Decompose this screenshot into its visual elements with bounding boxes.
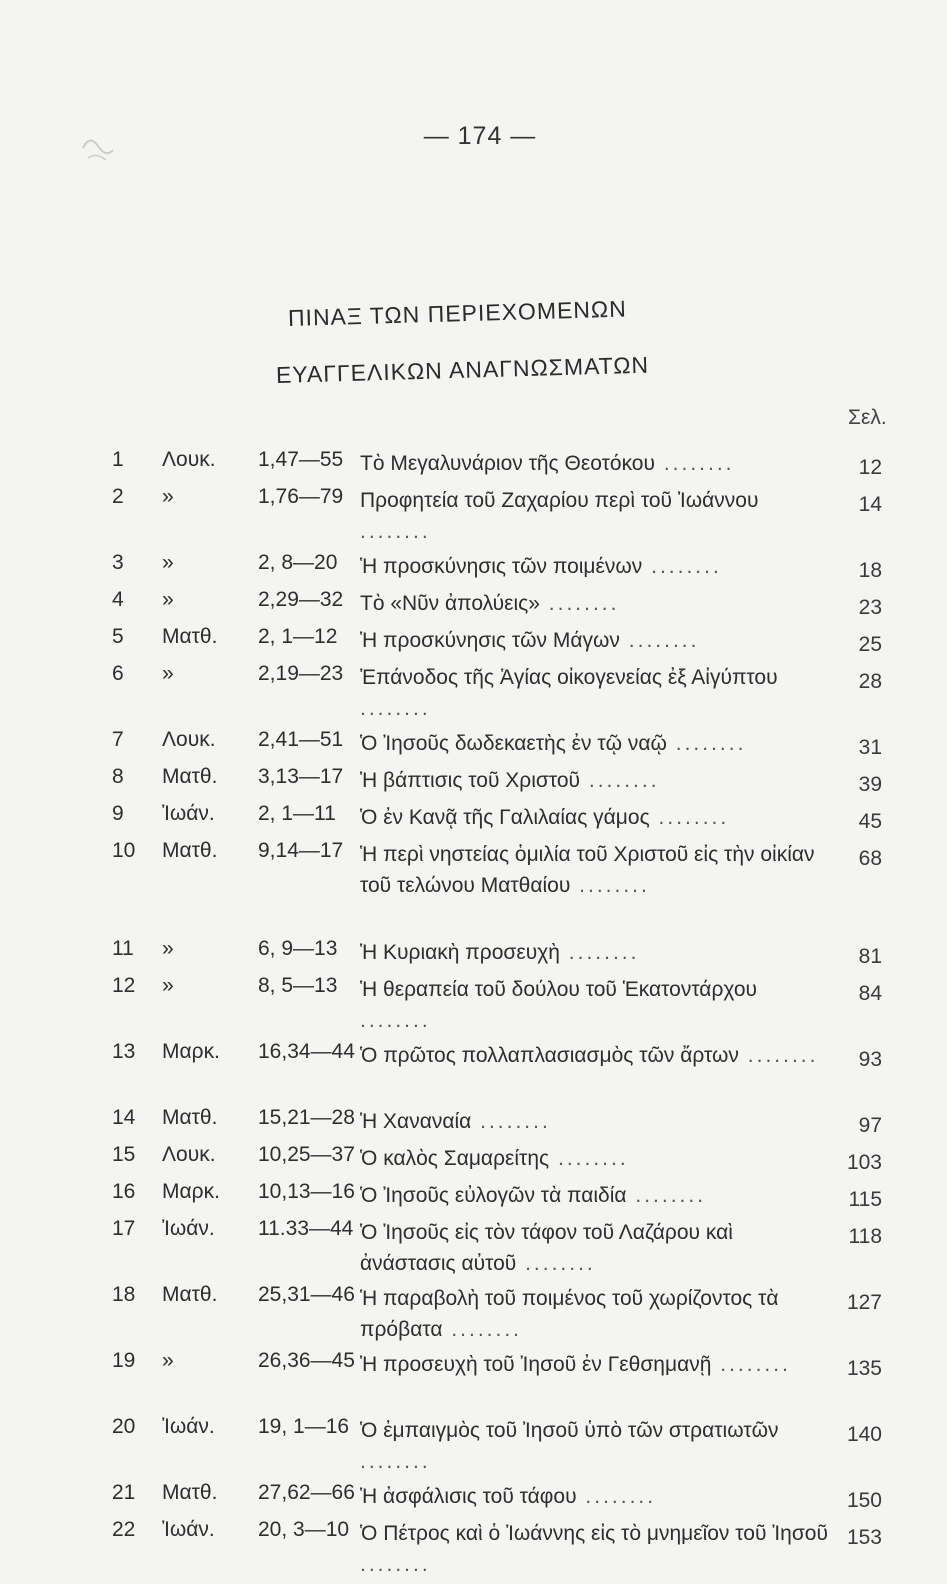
entry-book: Ματθ.: [162, 1481, 218, 1504]
entry-book: Λουκ.: [162, 728, 216, 751]
entry-page: 23: [858, 596, 882, 619]
toc-entry: [0, 937, 947, 974]
entry-number: 6: [112, 662, 124, 685]
entry-number: 12: [112, 974, 136, 997]
leader-dots: ........: [516, 1252, 596, 1275]
entry-title: Ἡ προσκύνησις τῶν ποιμένων ........: [360, 555, 722, 578]
toc-entry: [0, 728, 947, 765]
leader-dots: ........: [360, 520, 431, 543]
entry-book: Ἰωάν.: [162, 1217, 215, 1240]
entry-reference: 8, 5—13: [258, 974, 338, 997]
toc-subtitle: ΕΥΑΓΓΕΛΙΚΩΝ ΑΝΑΓΝΩΣΜΑΤΩΝ: [275, 351, 650, 388]
entry-book: »: [162, 485, 174, 508]
entry-reference: 10,13—16: [258, 1180, 355, 1203]
leader-dots: ........: [580, 769, 660, 792]
entry-reference: 2,19—23: [258, 662, 344, 685]
toc-title: ΠΙΝΑΞ ΤΩΝ ΠΕΡΙΕΧΟΜΕΝΩΝ: [287, 295, 628, 331]
entry-title: Ὁ ἐν Κανᾷ τῆς Γαλιλαίας γάμος ........: [360, 806, 730, 829]
entry-reference: 15,21—28: [258, 1106, 355, 1129]
entry-reference: 1,47—55: [258, 448, 344, 471]
entry-book: Λουκ.: [162, 448, 216, 471]
entry-number: 5: [112, 625, 124, 648]
toc-entry: [0, 802, 947, 839]
leader-dots: ........: [711, 1353, 791, 1376]
entry-reference: 6, 9—13: [258, 937, 338, 960]
leader-dots: ........: [738, 1044, 819, 1067]
entry-book: Ματθ.: [162, 1106, 218, 1129]
entry-title: Ἡ βάπτισις τοῦ Χριστοῦ ........: [360, 769, 660, 792]
entry-book: Ματθ.: [162, 839, 218, 862]
entry-title: Τὸ «Νῦν ἀπολύεις» ........: [360, 592, 620, 615]
leader-dots: ........: [360, 1450, 431, 1473]
leader-dots: ........: [549, 1147, 629, 1170]
entry-reference: 20, 3—10: [258, 1518, 350, 1541]
entry-title: Ἡ Χαναναία ........: [360, 1110, 551, 1133]
entry-reference: 2, 8—20: [258, 551, 338, 574]
page-number: — 174 —: [423, 122, 537, 150]
toc-entry: [0, 551, 947, 588]
entry-number: 20: [112, 1415, 136, 1438]
entry-number: 10: [112, 839, 136, 862]
entry-number: 1: [112, 448, 124, 471]
entry-page: 45: [858, 810, 882, 833]
entry-title: Ἡ θεραπεία τοῦ δούλου τοῦ Ἑκατοντάρχου ........: [360, 978, 758, 1032]
entry-title: Ἡ ἀσφάλισις τοῦ τάφου ........: [360, 1485, 657, 1508]
entry-page: 127: [846, 1291, 882, 1314]
entry-reference: 2, 1—11: [258, 802, 336, 825]
entry-number: 4: [112, 588, 124, 611]
entry-reference: 2, 1—12: [258, 625, 338, 648]
leader-dots: ........: [642, 555, 722, 578]
toc-entry: [0, 625, 947, 662]
entry-number: 16: [112, 1180, 136, 1203]
entry-reference: 19, 1—16: [258, 1415, 350, 1438]
entry-title: Ἡ Κυριακὴ προσευχὴ ........: [360, 941, 640, 964]
entry-page: 150: [846, 1489, 882, 1512]
entry-book: »: [162, 1349, 174, 1372]
entry-page: 115: [848, 1188, 882, 1211]
leader-dots: ........: [619, 629, 700, 652]
entry-number: 2: [112, 485, 124, 508]
entry-book: Μαρκ.: [162, 1180, 220, 1203]
leader-dots: ........: [360, 1553, 431, 1576]
leader-dots: ........: [360, 1009, 431, 1032]
leader-dots: ........: [654, 452, 735, 475]
entry-title: Ὁ Ἰησοῦς εὐλογῶν τὰ παιδία ........: [360, 1184, 707, 1207]
entry-page: 28: [858, 670, 882, 693]
entry-book: Μαρκ.: [162, 1040, 220, 1063]
entry-number: 14: [112, 1106, 136, 1129]
leader-dots: ........: [626, 1184, 707, 1207]
entry-book: »: [162, 974, 174, 997]
entry-title: Ὁ ἐμπαιγμὸς τοῦ Ἰησοῦ ὑπὸ τῶν στρατιωτῶν ........: [360, 1419, 779, 1473]
entry-book: Ἰωάν.: [162, 1415, 215, 1438]
entry-page: 14: [858, 493, 882, 516]
leader-dots: ........: [649, 806, 730, 829]
toc-entry: [0, 839, 947, 937]
entry-title: Προφητεία τοῦ Ζαχαρίου περὶ τοῦ Ἰωάννου ........: [360, 489, 759, 543]
entry-book: Ματθ.: [162, 765, 218, 788]
entry-page: 31: [858, 736, 882, 759]
leader-dots: ........: [539, 592, 620, 615]
toc-entry: [0, 588, 947, 625]
entry-book: »: [162, 937, 174, 960]
entry-number: 18: [112, 1283, 136, 1306]
toc-entry: [0, 1349, 947, 1415]
entry-title: Ὁ Ἰησοῦς εἰς τὸν τάφον τοῦ Λαζάρου καὶ ἀνάστασις αὐτοῦ ........: [360, 1221, 733, 1275]
entry-page: 25: [858, 633, 882, 656]
entry-book: Ἰωάν.: [162, 802, 215, 825]
entry-title: Τὸ Μεγαλυνάριον τῆς Θεοτόκου ........: [360, 452, 735, 475]
entry-reference: 11.33—44: [258, 1217, 354, 1240]
page-column-label: Σελ.: [848, 406, 887, 429]
toc-entry: [0, 974, 947, 1040]
entry-page: 93: [858, 1048, 882, 1071]
entry-reference: 9,14—17: [258, 839, 344, 862]
toc-entry: [0, 1106, 947, 1143]
entry-reference: 25,31—46: [258, 1283, 355, 1306]
entry-number: 21: [112, 1481, 136, 1504]
entry-book: »: [162, 551, 174, 574]
entry-number: 3: [112, 551, 124, 574]
entry-reference: 16,34—44: [258, 1040, 355, 1063]
leader-dots: ........: [442, 1318, 522, 1341]
entry-page: 81: [858, 945, 882, 968]
entry-title: Ὁ πρῶτος πολλαπλασιασμὸς τῶν ἄρτων ........: [360, 1044, 819, 1067]
entry-page: 118: [848, 1225, 882, 1248]
entry-reference: 1,76—79: [258, 485, 344, 508]
entry-book: Λουκ.: [162, 1143, 216, 1166]
entry-page: 135: [846, 1357, 882, 1380]
entry-page: 39: [858, 773, 882, 796]
entry-title: Ἡ προσευχὴ τοῦ Ἰησοῦ ἐν Γεθσημανῇ ........: [360, 1353, 791, 1376]
entry-page: 153: [846, 1526, 882, 1549]
leader-dots: ........: [559, 941, 640, 964]
entry-title: Ὁ Ἰησοῦς δωδεκαετὴς ἐν τῷ ναῷ ........: [360, 732, 747, 755]
entry-title: Ἐπάνοδος τῆς Ἁγίας οἰκογενείας ἐξ Αἰγύπτου ........: [360, 666, 778, 720]
entry-book: Ἰωάν.: [162, 1518, 215, 1541]
entry-number: 7: [112, 728, 124, 751]
entry-title: Ὁ καλὸς Σαμαρείτης ........: [360, 1147, 629, 1170]
entry-title: Ὁ Πέτρος καὶ ὁ Ἰωάννης εἰς τὸ μνημεῖον τοῦ Ἰησοῦ ........: [360, 1522, 828, 1576]
toc-entry: [0, 1040, 947, 1106]
entry-page: 140: [846, 1423, 882, 1446]
toc-entry: [0, 485, 947, 551]
entry-reference: 10,25—37: [258, 1143, 355, 1166]
entry-book: Ματθ.: [162, 625, 218, 648]
leader-dots: ........: [570, 874, 650, 897]
entry-number: 11: [112, 937, 134, 960]
entry-reference: 2,41—51: [258, 728, 344, 751]
leader-dots: ........: [471, 1110, 551, 1133]
entry-book: »: [162, 588, 174, 611]
entry-page: 84: [858, 982, 882, 1005]
entry-page: 68: [858, 847, 882, 870]
entry-number: 19: [112, 1349, 136, 1372]
toc-entry: [0, 765, 947, 802]
toc-entry: [0, 662, 947, 728]
entry-number: 22: [112, 1518, 136, 1541]
entry-number: 17: [112, 1217, 136, 1240]
entry-number: 13: [112, 1040, 136, 1063]
entry-page: 18: [858, 559, 882, 582]
toc-list: [0, 448, 947, 1584]
entry-number: 9: [112, 802, 124, 825]
entry-reference: 26,36—45: [258, 1349, 355, 1372]
entry-page: 12: [858, 456, 882, 479]
entry-book: »: [162, 662, 174, 685]
entry-book: Ματθ.: [162, 1283, 218, 1306]
leader-dots: ........: [576, 1485, 657, 1508]
leader-dots: ........: [666, 732, 747, 755]
toc-entry: [0, 1415, 947, 1481]
toc-entry: [0, 1518, 947, 1584]
entry-title: Ἡ προσκύνησις τῶν Μάγων ........: [360, 629, 700, 652]
toc-entry: [0, 1180, 947, 1217]
leader-dots: ........: [360, 697, 431, 720]
entry-number: 8: [112, 765, 124, 788]
entry-reference: 2,29—32: [258, 588, 344, 611]
toc-entry: [0, 1283, 947, 1349]
entry-page: 97: [858, 1114, 882, 1137]
entry-reference: 27,62—66: [258, 1481, 355, 1504]
entry-page: 103: [846, 1151, 882, 1174]
toc-entry: [0, 1217, 947, 1283]
toc-entry: [0, 1143, 947, 1180]
entry-reference: 3,13—17: [258, 765, 344, 788]
entry-number: 15: [112, 1143, 136, 1166]
entry-title: Ἡ περὶ νηστείας ὁμιλία τοῦ Χριστοῦ εἰς τὴν οἰκίαν τοῦ τελώνου Ματθαίου ........: [360, 843, 815, 897]
toc-entry: [0, 448, 947, 485]
entry-title: Ἡ παραβολὴ τοῦ ποιμένος τοῦ χωρίζοντος τὰ πρόβατα ........: [360, 1287, 779, 1341]
